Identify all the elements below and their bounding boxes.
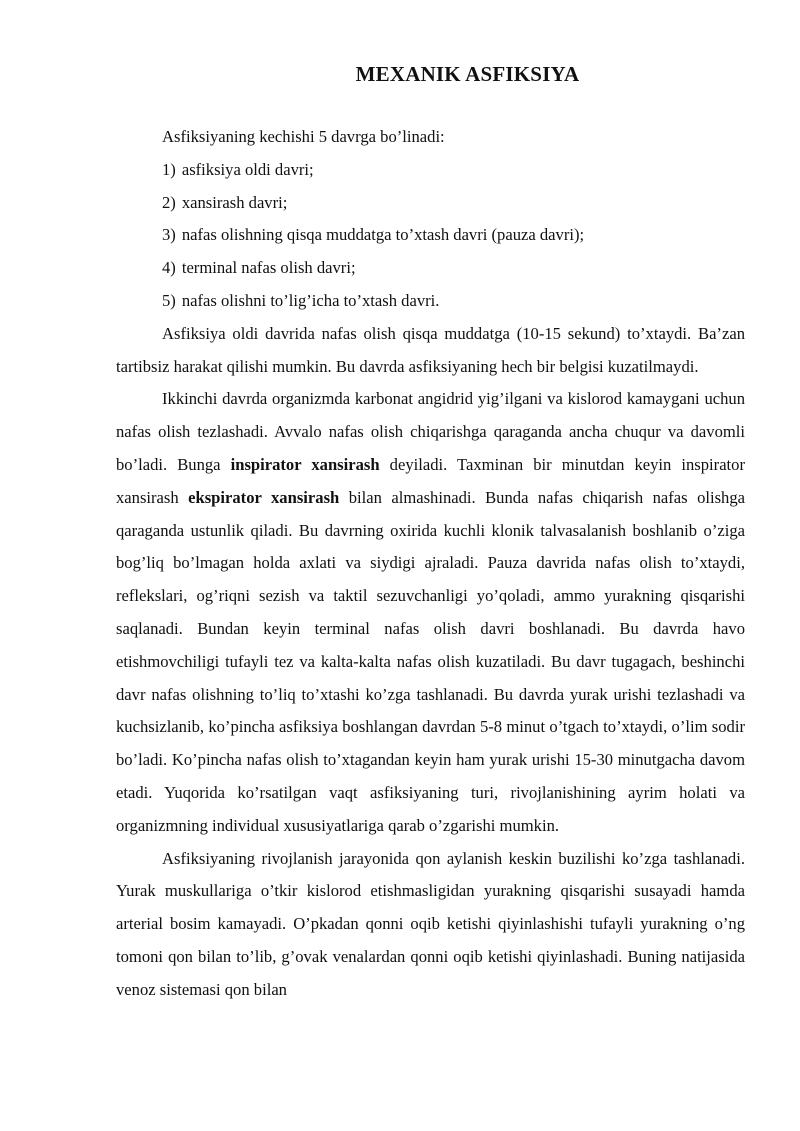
term-inspirator: inspirator xansirash — [230, 454, 380, 474]
paragraph-3: Asfiksiyaning rivojlanish jarayonida qon aylanish keskin buzilishi ko’zga tashlanadi. Yurak muskullariga o’tkir kislorod etishmasligidan yurakning qisqarishi susayadi hamda arterial bosim kamayadi. O’pkadan qonni oqib ketishi qiyinlashishi tufayli yurakning o’ng tomoni qon bilan to’lib, g’ovak venalardan qonni oqib ketishi qiyinlashadi. Buning natijasida venoz sistemasi qon bilan — [116, 848, 745, 999]
term-ekspirator: ekspirator xansirash — [188, 487, 340, 507]
list-item — [116, 219, 745, 252]
list-text: nafas olishni to’lig’icha to’xtash davri. — [181, 290, 440, 310]
paragraph-2-text-c: bilan almashinadi. Bunda nafas chiqarish nafas olishga qaraganda ustunlik qiladi. Bu davrning oxirida kuchli klonik talvasalanish boshlanib o’ziga bog’liq bo’lmagan holda axlati va siydigi ajraladi. Pauza davrida nafas olish to’xtaydi, reflekslari, og’riqni sezish va taktil sezuvchanligi yo’qoladi, ammo yurakning qisqarishi saqlanadi. Bundan keyin terminal nafas olish davri boshlanadi. Bu davrda havo etishmovchiligi tufayli tez va kalta-kalta nafas olish kuzatiladi. Bu davr tugagach, beshinchi davr nafas olishning to’liq to’xtashi ko’zga tashlanadi. Bu davrda yurak urishi tezlashadi va kuchsizlanib, ko’pincha asfiksiya boshlangan davrdan 5-8 minut o’tgach to’xtaydi, o’lim sodir bo’ladi. Ko’pincha nafas olish to’xtagandan keyin ham yurak urishi 15-30 minutgacha davom etadi. Yuqorida ko’rsatilgan vaqt asfiksiyaning turi, rivojlanishining ayrim holati va organizmning individual xususiyatlariga qarab o’zgarishi mumkin. — [116, 487, 746, 835]
list-item — [116, 154, 745, 187]
list-number: 4) — [162, 258, 176, 278]
list-item — [116, 285, 745, 318]
list-text: nafas olishning qisqa muddatga to’xtash davri (pauza davri); — [181, 225, 585, 245]
list-text: asfiksiya oldi davri; — [181, 159, 314, 179]
paragraph-1: Asfiksiya oldi davrida nafas olish qisqa muddatga (10-15 sekund) to’xtaydi. Ba’zan tartibsiz harakat qilishi mumkin. Bu davrda asfiksiyaning hech bir belgisi kuzatilmaydi. — [116, 323, 745, 376]
paragraph-2 — [116, 383, 745, 842]
list-item — [116, 252, 745, 285]
list-text: terminal nafas olish davri; — [181, 258, 356, 278]
list-item — [116, 187, 745, 220]
paragraph-2-text-b: deyiladi. Taxminan bir minutdan keyin inspirator xansirash — [116, 454, 745, 507]
list-number: 5) — [162, 290, 176, 310]
list-text: xansirash davri; — [181, 192, 288, 212]
document-body — [116, 121, 745, 1007]
paragraph-2-text-a: Ikkinchi davrda organizmda karbonat angidrid yig’ilgani va kislorod kamaygani uchun nafas olish tezlashadi. Avvalo nafas olish chiqarishga qaraganda ancha chuqur va davomli bo’ladi. Bunga — [116, 389, 745, 474]
list-number: 1) — [162, 159, 176, 179]
list-number: 2) — [162, 192, 176, 212]
list-number: 3) — [162, 225, 176, 245]
intro-line: Asfiksiyaning kechishi 5 davrga bo’linadi: — [162, 127, 445, 146]
page-title: MEXANIK ASFIKSIYA — [355, 62, 580, 86]
